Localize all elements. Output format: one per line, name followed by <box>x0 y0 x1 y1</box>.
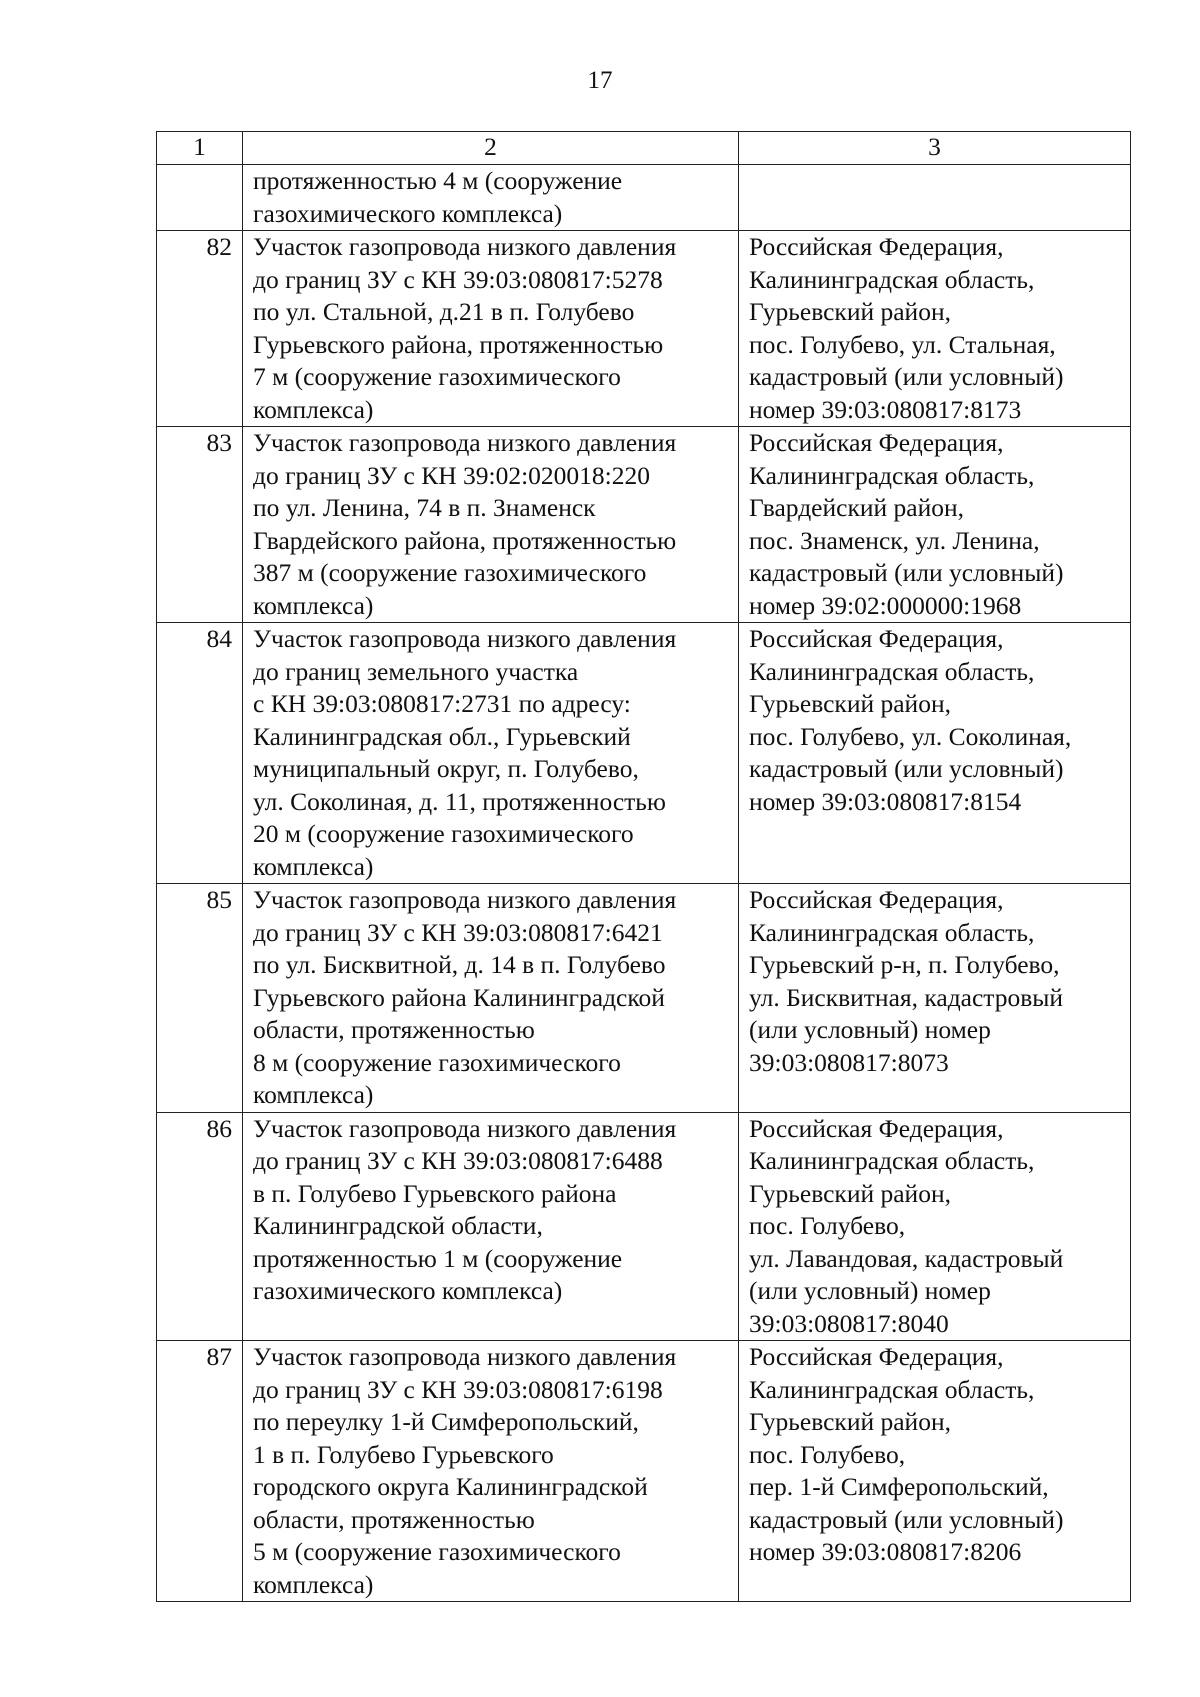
row-description: Участок газопровода низкого давления до границ ЗУ с КН 39:03:080817:6488 в п. Голубево Гурьевского района Калининградской области, протяженностью 1 м (сооружение газохимического комплекса) <box>243 1112 739 1341</box>
row-location: Российская Федерация, Калининградская область, Гурьевский район, пос. Голубево, ул. Стальная, кадастровый (или условный) номер 39:03:080817:8173 <box>739 231 1131 427</box>
row-description: Участок газопровода низкого давления до границ земельного участка с КН 39:03:080817:2731 по адресу: Калининградская обл., Гурьевский муниципальный округ, п. Голубево, ул. Соколиная, д. 11, протяженностью 20 м (сооружение газохимического комплекса) <box>243 623 739 884</box>
table-row <box>157 231 1131 427</box>
table-row <box>157 1112 1131 1341</box>
table-row <box>157 1341 1131 1602</box>
table-row <box>157 427 1131 623</box>
row-description: Участок газопровода низкого давления до границ ЗУ с КН 39:03:080817:6421 по ул. Бисквитной, д. 14 в п. Голубево Гурьевского района Калининградской области, протяженностью 8 м (сооружение газохимического комплекса) <box>243 884 739 1113</box>
row-number: 85 <box>157 884 243 1113</box>
column-header-2: 2 <box>243 132 739 165</box>
row-location: Российская Федерация, Калининградская область, Гурьевский район, пос. Голубево, ул. Лавандовая, кадастровый (или условный) номер 39:03:080817:8040 <box>739 1112 1131 1341</box>
row-location: Российская Федерация, Калининградская область, Гурьевский р-н, п. Голубево, ул. Бисквитная, кадастровый (или условный) номер 39:03:080817:8073 <box>739 884 1131 1113</box>
row-number: 84 <box>157 623 243 884</box>
row-number: 87 <box>157 1341 243 1602</box>
row-number <box>157 165 243 231</box>
page-number: 17 <box>587 67 613 94</box>
row-number: 83 <box>157 427 243 623</box>
table-row <box>157 623 1131 884</box>
row-location: Российская Федерация, Калининградская область, Гвардейский район, пос. Знаменск, ул. Ленина, кадастровый (или условный) номер 39:02:000000:1968 <box>739 427 1131 623</box>
table-header-row <box>157 132 1131 165</box>
objects-table <box>156 131 1131 1602</box>
row-location <box>739 165 1131 231</box>
row-description: Участок газопровода низкого давления до границ ЗУ с КН 39:03:080817:6198 по переулку 1-й Симферопольский, 1 в п. Голубево Гурьевского городского округа Калининградской области, протяженностью 5 м (сооружение газохимического комплекса) <box>243 1341 739 1602</box>
row-location: Российская Федерация, Калининградская область, Гурьевский район, пос. Голубево, ул. Соколиная, кадастровый (или условный) номер 39:03:080817:8154 <box>739 623 1131 884</box>
row-description: Участок газопровода низкого давления до границ ЗУ с КН 39:03:080817:5278 по ул. Стальной, д.21 в п. Голубево Гурьевского района, протяженностью 7 м (сооружение газохимического комплекса) <box>243 231 739 427</box>
row-location: Российская Федерация, Калининградская область, Гурьевский район, пос. Голубево, пер. 1-й Симферопольский, кадастровый (или условный) номер 39:03:080817:8206 <box>739 1341 1131 1602</box>
column-header-3: 3 <box>739 132 1131 165</box>
table-row <box>157 884 1131 1113</box>
row-number: 82 <box>157 231 243 427</box>
row-number: 86 <box>157 1112 243 1341</box>
row-description: Участок газопровода низкого давления до границ ЗУ с КН 39:02:020018:220 по ул. Ленина, 74 в п. Знаменск Гвардейского района, протяженностью 387 м (сооружение газохимического комплекса) <box>243 427 739 623</box>
row-description: протяженностью 4 м (сооружение газохимического комплекса) <box>243 165 739 231</box>
column-header-1: 1 <box>157 132 243 165</box>
table-row <box>157 165 1131 231</box>
